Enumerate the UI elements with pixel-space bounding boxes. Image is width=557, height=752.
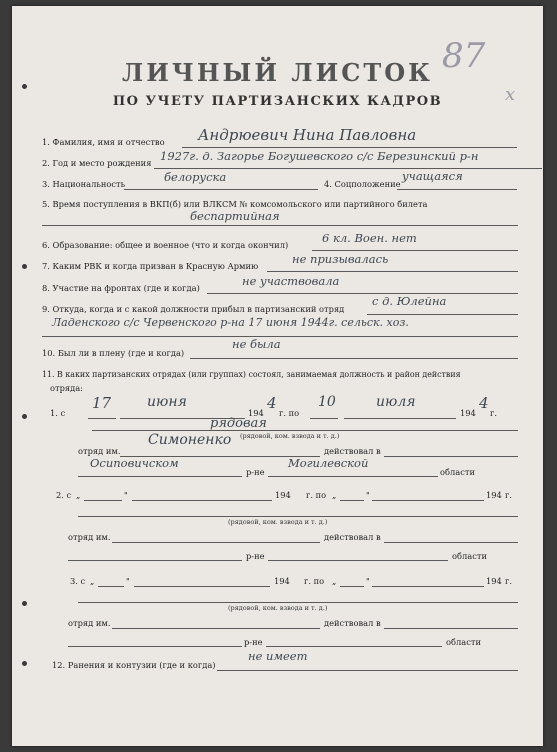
entry-2-region-suffix: области [452,551,487,561]
entry-2-quote-open: „ [76,490,81,500]
field-10-value: не была [232,337,281,351]
entry-3-quote-close-2: " [366,576,370,586]
entry-3-year-suffix: г. [505,576,512,586]
field-2-label: 2. Год и место рождения [42,158,152,168]
entry-3-region-suffix: области [446,637,481,647]
entry-1-to-year-digit: 4 [479,394,489,412]
entry-1-detachment: Симоненко [148,432,232,448]
field-12-value: не имеет [248,649,308,663]
document-subtitle: ПО УЧЕТУ ПАРТИЗАНСКИХ КАДРОВ [112,94,443,109]
entry-1-from-year: 194 [248,408,264,418]
entry-1-from-month: июня [147,394,187,410]
entry-1-from-day: 17 [92,394,112,412]
field-6-value: 6 кл. Воен. нет [322,231,417,245]
entry-1-to-month: июля [376,394,416,410]
entry-2-detachment-label: отряд им. [68,532,111,542]
punch-hole [22,601,27,606]
field-5-label: 5. Время поступления в ВКП(б) или ВЛКСМ № комсомольского или партийного билета [42,199,428,209]
entry-3-prefix: 3. с [70,576,86,586]
entry-2-quote-open-2: „ [332,490,337,500]
field-2-value: 1927г. д. Загорье Богушевского с/с Березинский р-н [160,149,479,163]
entry-3-year-2: 194 [486,576,502,586]
entry-2-year-2: 194 [486,490,502,500]
field-11-label: 11. В каких партизанских отрядах (или группах) состоял, занимаемая должность и район действия [42,370,461,379]
entry-1-year-suffix: г. [490,408,497,418]
entry-3-quote-open: „ [90,576,95,586]
entry-3-district-suffix: р-не [244,637,263,647]
entry-1-region-suffix: области [440,467,475,477]
field-4-value: учащаяся [402,169,463,183]
entry-2-prefix: 2. с [56,490,72,500]
document-sheet [12,6,543,746]
entry-1-region: Могилевской [288,456,369,470]
field-3-label: 3. Национальность [42,179,126,189]
field-8-label: 8. Участие на фронтах (где и когда) [42,283,200,293]
entry-3-quote-close: " [126,576,130,586]
entry-1-to-year: 194 [460,408,476,418]
entry-3-acted-in-label: действовал в [324,618,381,628]
field-9-value-line1: с д. Юлейна [372,294,447,308]
entry-2-rank-note: (рядовой, ком. взвода и т. д.) [228,518,328,526]
field-1-label: 1. Фамилия, имя и отчество [42,137,165,147]
entry-3-rank-note: (рядовой, ком. взвода и т. д.) [228,604,328,612]
entry-3-detachment-label: отряд им. [68,618,111,628]
entry-1-district-suffix: р-не [246,467,265,477]
entry-3-quote-open-2: „ [332,576,337,586]
field-7-value: не призывалась [292,252,389,266]
entry-2-year-suffix: г. [505,490,512,500]
entry-1-district: Осиповичском [90,456,179,470]
punch-hole [22,414,27,419]
field-10-label: 10. Был ли в плену (где и когда) [42,348,185,358]
entry-1-to-day: 10 [318,394,336,410]
entry-3-year: 194 [274,576,290,586]
entry-2-acted-in-label: действовал в [324,532,381,542]
punch-hole [22,661,27,666]
entry-2-district-suffix: р-не [246,551,265,561]
entry-2-quote-close: " [124,490,128,500]
field-6-label: 6. Образование: общее и военное (что и когда окончил) [42,240,289,250]
document-title: ЛИЧНЫЙ ЛИСТОК [122,58,433,87]
entry-1-detachment-label: отряд им. [78,446,121,456]
entry-1-prefix: 1. с [50,408,66,418]
entry-2-to-word: г. по [306,490,327,500]
entry-2-quote-close-2: " [366,490,370,500]
field-8-value: не участвовала [242,274,340,288]
field-4-label: 4. Соцположение [324,179,401,189]
entry-1-acted-in-label: действовал в [324,446,381,456]
entry-1-rank-note: (рядовой, ком. взвода и т. д.) [240,432,340,440]
corner-number-mark: 87 [442,36,486,76]
entry-1-to-word: г. по [279,408,300,418]
corner-cross-mark: х [505,84,516,105]
punch-hole [22,264,27,269]
field-11-label-cont: отряда: [50,383,83,393]
entry-1-position: рядовая [210,416,267,431]
field-5-value: беспартийная [190,209,280,223]
field-9-label: 9. Откуда, когда и с какой должности прибыл в партизанский отряд [42,304,345,314]
field-7-label: 7. Каким РВК и когда призван в Красную Армию [42,261,259,271]
field-12-label: 12. Ранения и контузии (где и когда) [52,660,216,670]
entry-1-from-year-digit: 4 [267,394,277,412]
field-3-value: белоруска [164,170,227,184]
field-1-value: Андрюевич Нина Павловна [198,126,417,144]
entry-2-year: 194 [275,490,291,500]
field-9-value-line2: Ладенского с/с Червенского р-на 17 июня 1944г. сельск. хоз. [52,316,409,329]
entry-3-to-word: г. по [304,576,325,586]
